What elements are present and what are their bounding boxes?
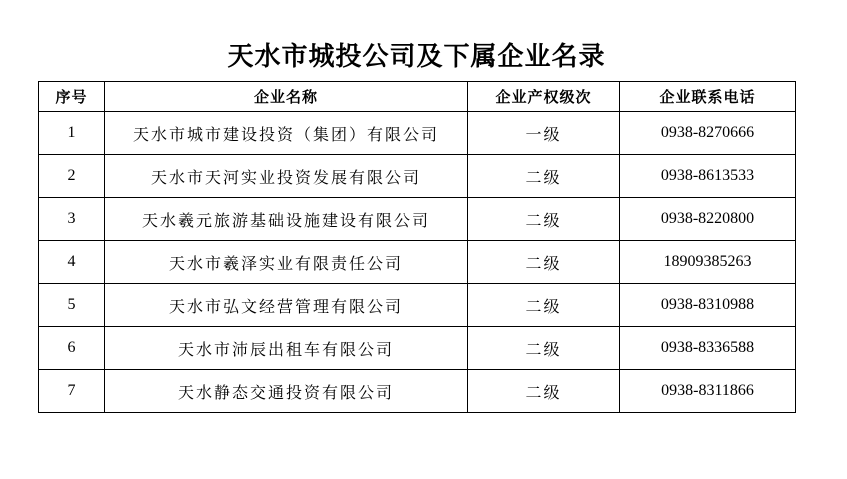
- cell-enterprise-name: 天水市羲泽实业有限责任公司: [105, 241, 468, 284]
- column-header-property-level: 企业产权级次: [468, 82, 620, 112]
- cell-enterprise-name: 天水市弘文经营管理有限公司: [105, 284, 468, 327]
- cell-serial: 6: [39, 327, 105, 370]
- cell-contact-phone: 0938-8270666: [620, 112, 796, 155]
- cell-property-level: 二级: [468, 284, 620, 327]
- table-row: [39, 241, 796, 284]
- page-title: 天水市城投公司及下属企业名录: [227, 42, 606, 71]
- table-row: [39, 284, 796, 327]
- cell-enterprise-name: 天水市天河实业投资发展有限公司: [105, 155, 468, 198]
- table-row: [39, 112, 796, 155]
- enterprise-directory-table: [38, 81, 796, 413]
- cell-contact-phone: 0938-8336588: [620, 327, 796, 370]
- cell-enterprise-name: 天水市沛辰出租车有限公司: [105, 327, 468, 370]
- cell-serial: 1: [39, 112, 105, 155]
- cell-enterprise-name: 天水市城市建设投资（集团）有限公司: [105, 112, 468, 155]
- cell-contact-phone: 18909385263: [620, 241, 796, 284]
- cell-serial: 4: [39, 241, 105, 284]
- column-header-serial: 序号: [39, 82, 105, 112]
- cell-contact-phone: 0938-8311866: [620, 370, 796, 413]
- table-header-row: [39, 82, 796, 112]
- cell-property-level: 二级: [468, 370, 620, 413]
- cell-property-level: 一级: [468, 112, 620, 155]
- cell-property-level: 二级: [468, 198, 620, 241]
- table-row: [39, 155, 796, 198]
- cell-contact-phone: 0938-8613533: [620, 155, 796, 198]
- cell-property-level: 二级: [468, 327, 620, 370]
- cell-serial: 5: [39, 284, 105, 327]
- table-header: [39, 82, 796, 112]
- table-row: [39, 370, 796, 413]
- table-body: [39, 112, 796, 413]
- table-row: [39, 327, 796, 370]
- cell-enterprise-name: 天水静态交通投资有限公司: [105, 370, 468, 413]
- cell-property-level: 二级: [468, 241, 620, 284]
- cell-serial: 3: [39, 198, 105, 241]
- column-header-contact-phone: 企业联系电话: [620, 82, 796, 112]
- cell-serial: 7: [39, 370, 105, 413]
- table-row: [39, 198, 796, 241]
- cell-property-level: 二级: [468, 155, 620, 198]
- column-header-enterprise-name: 企业名称: [105, 82, 468, 112]
- cell-contact-phone: 0938-8220800: [620, 198, 796, 241]
- cell-enterprise-name: 天水羲元旅游基础设施建设有限公司: [105, 198, 468, 241]
- cell-contact-phone: 0938-8310988: [620, 284, 796, 327]
- cell-serial: 2: [39, 155, 105, 198]
